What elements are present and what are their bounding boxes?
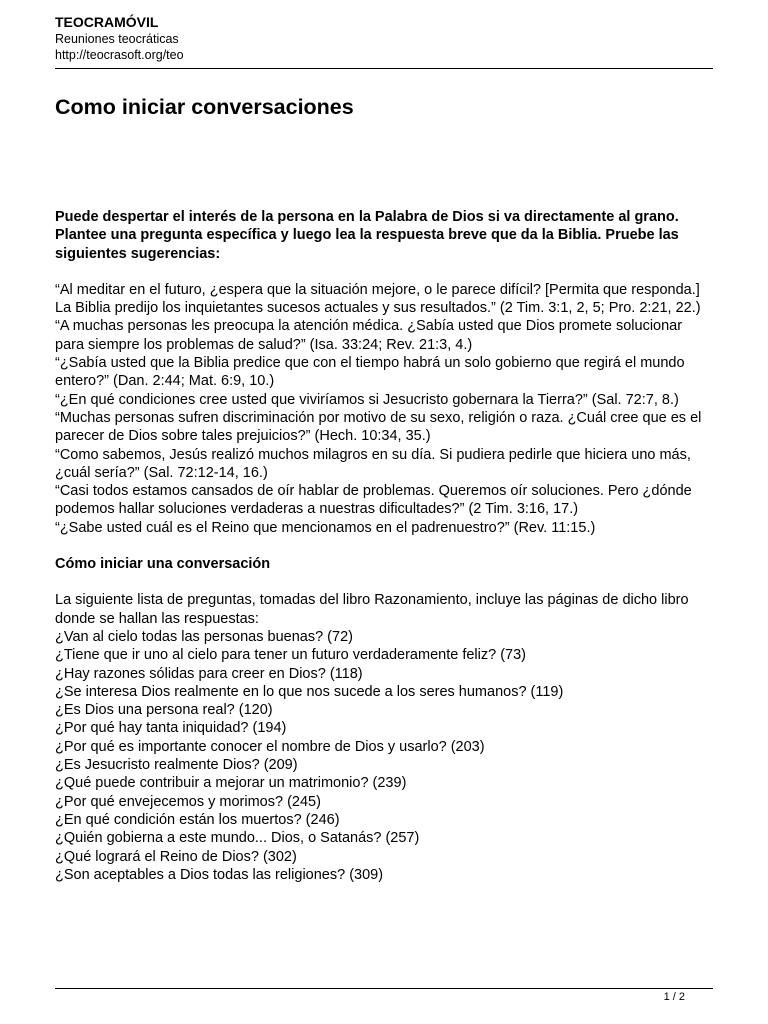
question-item: ¿Por qué envejecemos y morimos? (245) (55, 793, 321, 810)
question-item: ¿Es Dios una persona real? (120) (55, 702, 273, 719)
question-item: ¿Tiene que ir uno al cielo para tener un futuro verdaderamente feliz? (73) (55, 647, 526, 664)
question-item: ¿Se interesa Dios realmente en lo que nos sucede a los seres humanos? (119) (55, 683, 564, 700)
question-item: ¿Por qué es importante conocer el nombre de Dios y usarlo? (203) (55, 738, 485, 755)
header-divider (55, 68, 713, 69)
question-item: ¿En qué condición están los muertos? (246) (55, 811, 340, 828)
question-item: ¿Por qué hay tanta iniquidad? (194) (55, 720, 287, 737)
footer-divider (55, 988, 713, 989)
page-title: Como iniciar conversaciones (55, 95, 354, 119)
question-item: ¿Van al cielo todas las personas buenas? (72) (55, 628, 353, 645)
page-number: 1 / 2 (663, 991, 685, 1003)
list-intro-paragraph: La siguiente lista de preguntas, tomadas del libro Razonamiento, incluye las páginas de dicho libro donde se hallan las respuestas: (55, 592, 689, 627)
brand-url: http://teocrasoft.org/teo (55, 48, 184, 62)
suggestion-item: “Al meditar en el futuro, ¿espera que la situación mejore, o le parece difícil? [Permita que responda.] La Biblia predijo los inquietantes sucesos actuales y sus resultados.” (2 Tim. 3:1, 2, 5; Pro. 2:21, 22.) (55, 281, 701, 317)
section-heading: Cómo iniciar una conversación (55, 556, 271, 573)
document-body (55, 208, 715, 884)
brand-subtitle: Reuniones teocráticas (55, 32, 179, 46)
suggestion-item: “Muchas personas sufren discriminación por motivo de su sexo, religión o raza. ¿Cuál cree que es el parecer de Dios sobre tales prejuicios?” (Hech. 10:34, 35.) (55, 409, 702, 445)
suggestion-item: “¿Sabía usted que la Biblia predice que con el tiempo habrá un solo gobierno que regirá el mundo entero?” (Dan. 2:44; Mat. 6:9, 10.) (55, 355, 685, 390)
suggestion-item: “¿Sabe usted cuál es el Reino que mencionamos en el padrenuestro?” (Rev. 11:15.) (55, 519, 596, 536)
suggestions-list (55, 281, 715, 537)
suggestion-item: “A muchas personas les preocupa la atención médica. ¿Sabía usted que Dios promete solucionar para siempre los problemas de salud?” (Isa. 33:24; Rev. 21:3, 4.) (55, 318, 683, 353)
questions-list (55, 628, 715, 884)
question-item: ¿Qué puede contribuir a mejorar un matrimonio? (239) (55, 775, 407, 792)
brand-name: TEOCRAMÓVIL (55, 14, 159, 30)
page-header (55, 14, 713, 63)
suggestion-item: “¿En qué condiciones cree usted que viviríamos si Jesucristo gobernara la Tierra?” (Sal. 72:7, 8.) (55, 391, 679, 408)
question-item: ¿Quién gobierna a este mundo... Dios, o Satanás? (257) (55, 830, 420, 847)
question-item: ¿Hay razones sólidas para creer en Dios? (118) (55, 665, 363, 682)
suggestion-item: “Como sabemos, Jesús realizó muchos milagros en su día. Si pudiera pedirle que hiciera uno más, ¿cuál sería?” (Sal. 72:12-14, 16.) (55, 446, 691, 481)
suggestion-item: “Casi todos estamos cansados de oír hablar de problemas. Queremos oír soluciones. Pero ¿dónde podemos hallar soluciones verdaderas a nuestras dificultades?” (2 Tim. 3:16, 17.) (55, 483, 692, 518)
question-item: ¿Son aceptables a Dios todas las religiones? (309) (55, 866, 384, 883)
intro-paragraph: Puede despertar el interés de la persona en la Palabra de Dios si va directamente al grano. Plantee una pregunta específica y luego lea la respuesta breve que da la Biblia. Pruebe las siguientes sugerencias: (55, 209, 679, 262)
question-item: ¿Es Jesucristo realmente Dios? (209) (55, 757, 298, 774)
question-item: ¿Qué logrará el Reino de Dios? (302) (55, 848, 297, 865)
